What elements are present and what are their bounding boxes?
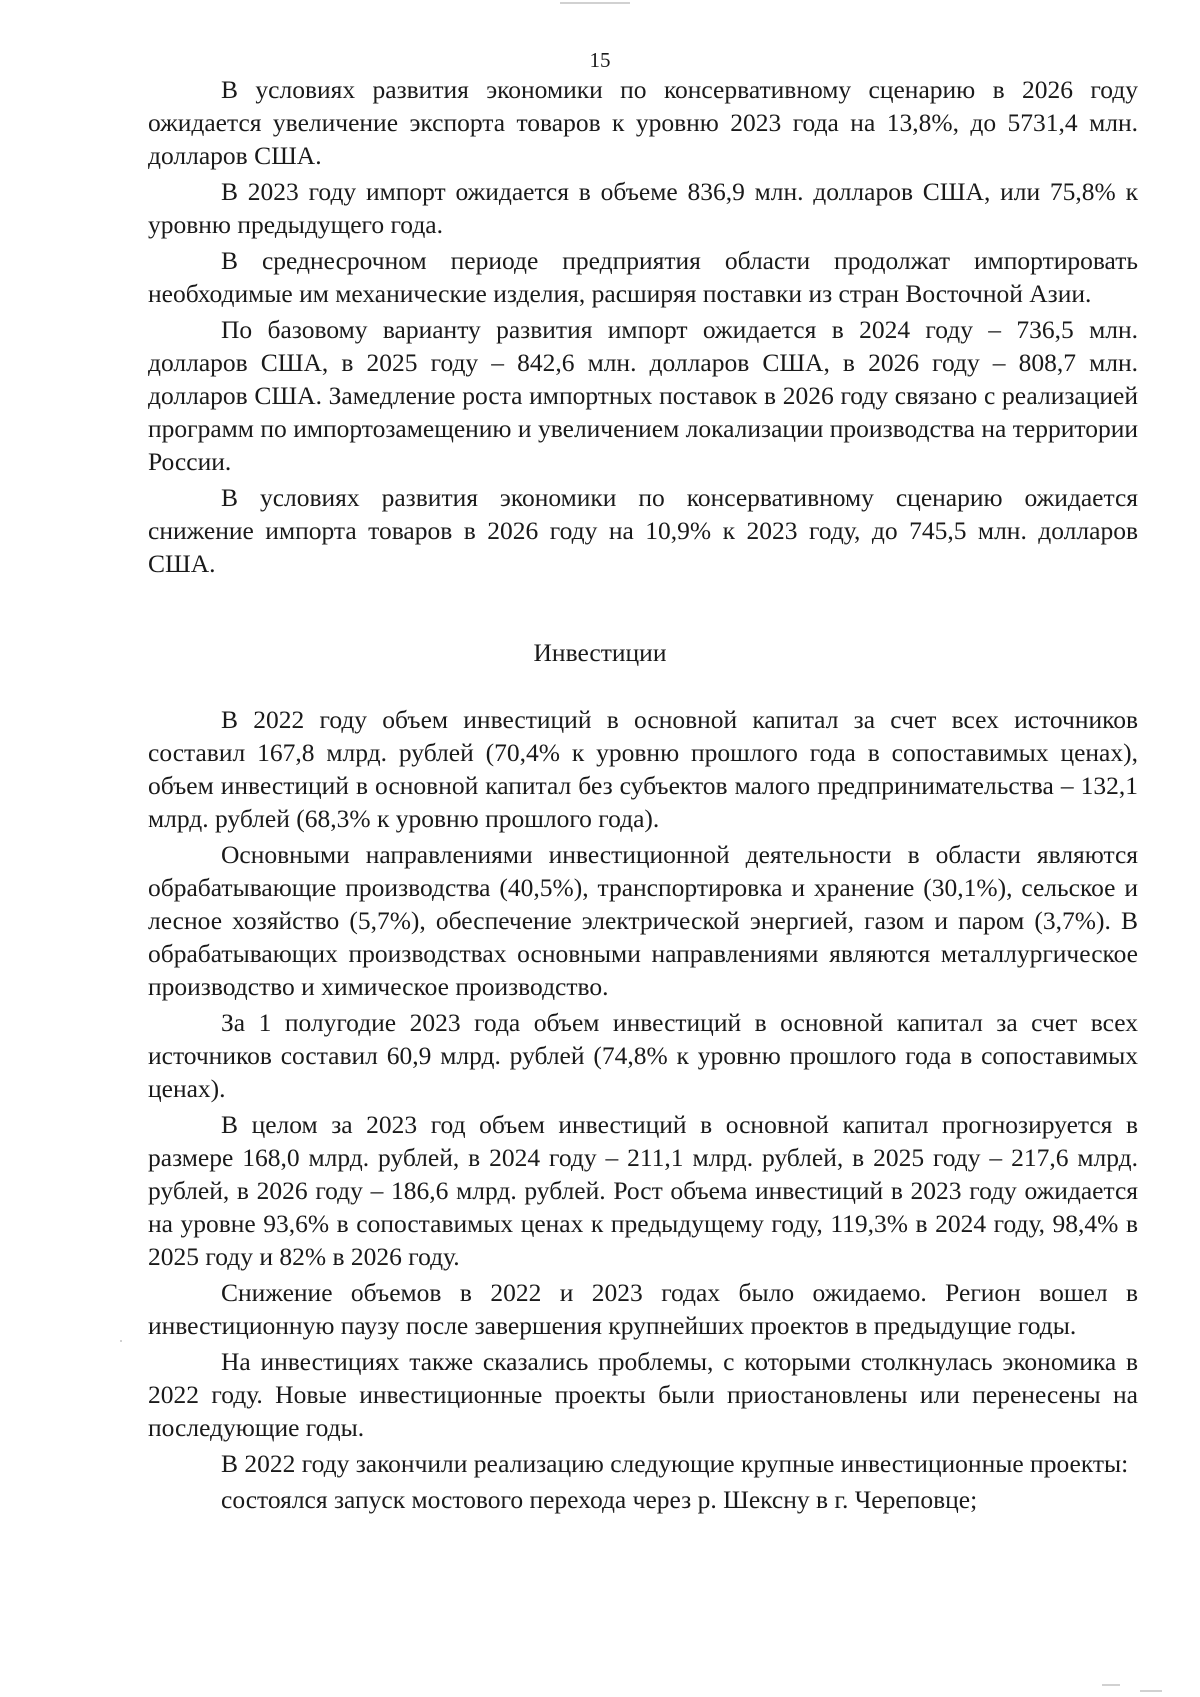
list-item: состоялся запуск мостового перехода через р. Шексну в г. Череповце; xyxy=(221,1485,978,1514)
paragraph: В 2023 году импорт ожидается в объеме 836,9 млн. долларов США, или 75,8% к уровню предыдущего года. xyxy=(148,177,1138,239)
paragraph: Основными направлениями инвестиционной деятельности в области являются обрабатывающие производства (40,5%), транспортировка и хранение (30,1%), сельское и лесное хозяйство (5,7%), обеспечение электрической энергией, газом и паром (3,7%). В обрабатывающих производствах основными направлениями являются металлургическое производство и химическое производство. xyxy=(148,840,1138,1001)
paragraph: В условиях развития экономики по консервативному сценарию ожидается снижение импорта товаров в 2026 году на 10,9% к 2023 году, до 745,5 млн. долларов США. xyxy=(148,483,1138,578)
scan-artifact xyxy=(120,1340,122,1342)
text-block-trade xyxy=(148,73,1138,583)
scan-artifact xyxy=(1102,1684,1120,1686)
paragraph: В 2022 году закончили реализацию следующие крупные инвестиционные проекты: xyxy=(221,1449,1129,1478)
paragraph: В целом за 2023 год объем инвестиций в основной капитал прогнозируется в размере 168,0 млрд. рублей, в 2024 году – 211,1 млрд. рублей, в 2025 году – 217,6 млрд. рублей, в 2026 году – 186,6 млрд. рублей. Рост объема инвестиций в 2023 году ожидается на уровне 93,6% в сопоставимых ценах к предыдущему году, 119,3% в 2024 году, 98,4% в 2025 году и 82% в 2026 году. xyxy=(148,1110,1138,1271)
paragraph: В условиях развития экономики по консервативному сценарию в 2026 году ожидается увеличение экспорта товаров к уровню 2023 года на 13,8%, до 5731,4 млн. долларов США. xyxy=(148,75,1138,170)
page-number: 15 xyxy=(589,48,611,72)
paragraph: За 1 полугодие 2023 года объем инвестиций в основной капитал за счет всех источников составил 60,9 млрд. рублей (74,8% к уровню прошлого года в сопоставимых ценах). xyxy=(148,1008,1138,1103)
paragraph: На инвестициях также сказались проблемы, с которыми столкнулась экономика в 2022 году. Новые инвестиционные проекты были приостановлены или перенесены на последующие годы. xyxy=(148,1347,1138,1442)
section-heading: Инвестиции xyxy=(533,638,667,667)
paragraph: По базовому варианту развития импорт ожидается в 2024 году – 736,5 млн. долларов США, в 2025 году – 842,6 млн. долларов США, в 2026 году – 808,7 млн. долларов США. Замедление роста импортных поставок в 2026 году связано с реализацией программ по импортозамещению и увеличением локализации производства на территории России. xyxy=(148,315,1138,476)
paragraph: В среднесрочном периоде предприятия области продолжат импортировать необходимые им механические изделия, расширяя поставки из стран Восточной Азии. xyxy=(148,246,1138,308)
text-block-investments xyxy=(148,703,1138,1516)
scan-artifact xyxy=(1140,1690,1162,1692)
paragraph: Снижение объемов в 2022 и 2023 годах было ожидаемо. Регион вошел в инвестиционную паузу после завершения крупнейших проектов в предыдущие годы. xyxy=(148,1278,1138,1340)
paragraph: В 2022 году объем инвестиций в основной капитал за счет всех источников составил 167,8 млрд. рублей (70,4% к уровню прошлого года в сопоставимых ценах), объем инвестиций в основной капитал без субъектов малого предпринимательства – 132,1 млрд. рублей (68,3% к уровню прошлого года). xyxy=(148,705,1138,833)
scan-artifact xyxy=(560,2,630,4)
